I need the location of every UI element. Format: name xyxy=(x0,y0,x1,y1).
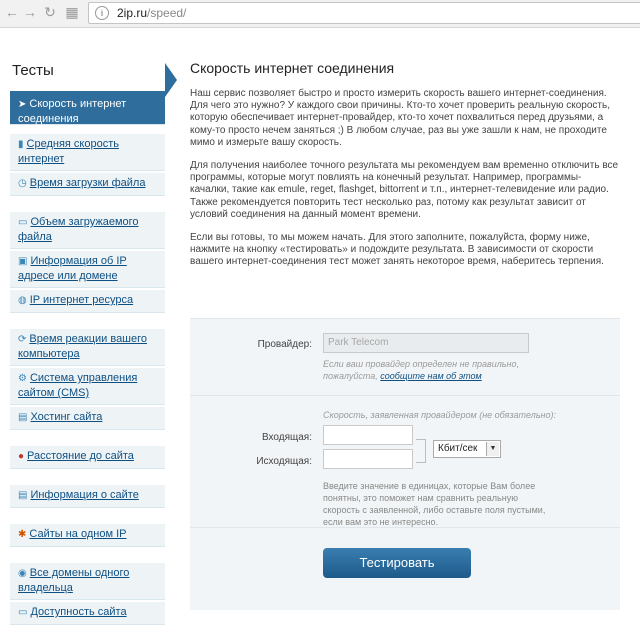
sidebar-title: Тесты xyxy=(12,62,54,79)
back-icon[interactable]: ← xyxy=(5,4,19,20)
sidebar-item-label: Все домены одного владельца xyxy=(18,567,130,594)
report-provider-link[interactable]: сообщите нам об этом xyxy=(380,371,482,381)
sidebar-item-label: Информация об IP адресе или домене xyxy=(18,255,127,282)
incoming-label: Входящая: xyxy=(261,432,312,443)
sidebar-item-availability[interactable] xyxy=(10,602,165,625)
sidebar-item-resource-ip[interactable] xyxy=(10,290,165,313)
url-text: 2ip.ru/speed/ xyxy=(117,6,187,20)
sidebar-item-response-time[interactable] xyxy=(10,329,165,366)
sidebar-item-label: IP интернет ресурса xyxy=(29,294,134,306)
address-bar[interactable] xyxy=(88,2,640,24)
sidebar-item-cms[interactable] xyxy=(10,368,165,405)
provider-hint: Если ваш провайдер определен не правильно, пожалуйста, сообщите нам об этом xyxy=(323,359,519,381)
reload-icon[interactable]: ↻ xyxy=(44,4,56,20)
unit-select-value: Кбит/сек xyxy=(438,443,478,454)
network-icon: ✱ xyxy=(18,529,27,540)
bars-icon: ▮ xyxy=(18,139,24,150)
sidebar-item-label: Время реакции вашего компьютера xyxy=(18,333,148,360)
sidebar-item-site-info[interactable] xyxy=(10,485,165,508)
sidebar-item-label: Расстояние до сайта xyxy=(27,450,134,462)
sidebar-item-label: Скорость интернет соединения xyxy=(18,98,127,125)
clock-icon: ◷ xyxy=(18,178,27,189)
user-icon: ◉ xyxy=(18,568,27,579)
speed-bracket xyxy=(416,439,426,463)
sidebar-item-hosting[interactable] xyxy=(10,407,165,430)
provider-field: Park Telecom xyxy=(323,333,529,353)
sidebar-item-label: Система управления сайтом (CMS) xyxy=(18,372,138,399)
refresh-icon: ⟳ xyxy=(18,334,27,345)
instructions-paragraph: Если вы готовы, то мы можем начать. Для этого заполните, пожалуйста, форму ниже, нажмите на кнопку «тестировать» и подождите результата. В зависимости от скорости вашего интернет-соединения тест может занять некоторое время, наберитесь терпения. xyxy=(190,232,604,268)
test-button[interactable]: Тестировать xyxy=(323,548,471,578)
browser-toolbar xyxy=(0,0,640,28)
sidebar-item-label: Доступность сайта xyxy=(30,606,127,618)
forward-icon[interactable]: → xyxy=(23,4,37,20)
sidebar-item-ip-info[interactable] xyxy=(10,251,165,288)
sidebar-item-label: Объем загружаемого файла xyxy=(18,216,139,243)
speed-test-form xyxy=(190,318,620,610)
chevron-down-icon: ▼ xyxy=(486,442,499,456)
page-title: Скорость интернет соединения xyxy=(190,60,395,76)
page-info-icon[interactable]: i xyxy=(95,6,109,20)
cursor-arrow-icon: ➤ xyxy=(18,99,27,110)
sidebar-item-download-time[interactable] xyxy=(10,173,165,196)
map-pin-icon: ● xyxy=(18,451,25,462)
ip-card-icon: ▣ xyxy=(18,256,28,267)
unit-select[interactable] xyxy=(433,440,501,458)
speed-hint: Введите значение в единицах, которые Вам более понятны, это поможет нам сравнить реальную скорость с заявленной, либо оставьте поля пустыми, если вам это не интересно. xyxy=(323,481,546,527)
active-item-arrow xyxy=(165,63,177,97)
ruler-icon: ▭ xyxy=(18,217,28,228)
sidebar-item-label: Информация о сайте xyxy=(30,489,139,501)
sidebar-item-label: Средняя скорость интернет xyxy=(18,138,119,165)
outgoing-label: Исходящая: xyxy=(256,456,312,467)
sidebar-item-same-ip[interactable] xyxy=(10,524,165,547)
sidebar-item-file-size[interactable] xyxy=(10,212,165,249)
recommendation-paragraph: Для получения наиболее точного результата мы рекомендуем вам временно отключить все программы, которые могут повлиять на конечный результат. Например, программы-качалки, такие как emule, reget, flashget, bittorrent и т.п., интернет-телевидение или радио. Также рекомендуется повторить тест несколько раз, потому как результат зависит от условий соединения на данный момент времени. xyxy=(190,160,619,220)
form-divider xyxy=(190,527,620,528)
document-icon: ▤ xyxy=(18,490,28,501)
sidebar-item-label: Время загрузки файла xyxy=(29,177,146,189)
sidebar-item-label: Хостинг сайта xyxy=(30,411,103,423)
apps-grid-icon[interactable]: ▦ xyxy=(65,4,79,20)
sidebar-item-owner-domains[interactable] xyxy=(10,563,165,600)
main-content xyxy=(190,60,630,280)
sidebar-item-distance[interactable] xyxy=(10,446,165,469)
monitor-icon: ▭ xyxy=(18,607,28,618)
sidebar-item-average-speed[interactable] xyxy=(10,134,165,171)
sidebar-item-label: Сайты на одном IP xyxy=(29,528,127,540)
globe-icon: ◍ xyxy=(18,295,27,306)
gear-icon: ⚙ xyxy=(18,373,27,384)
sidebar-item-speed[interactable] xyxy=(10,91,165,125)
provider-label: Провайдер: xyxy=(257,339,312,350)
speed-heading: Скорость, заявленная провайдером (не обязательно): xyxy=(323,410,557,420)
server-icon: ▤ xyxy=(18,412,28,423)
intro-paragraph: Наш сервис позволяет быстро и просто измерить скорость вашего интернет-соединения. Для чего это нужно? У каждого свои причины. Кто-то хочет проверить реальную скорость, которую обеспечивает интернет-провайдер, кто-то хочет похвалиться перед друзьями, а кому-то просто нечем заняться ;) В любом случае, раз вы уже зашли к нам, не проходите мимо и измерьте вашу скорость. xyxy=(190,88,610,148)
form-divider xyxy=(190,395,620,396)
outgoing-speed-input[interactable] xyxy=(323,449,413,469)
incoming-speed-input[interactable] xyxy=(323,425,413,445)
